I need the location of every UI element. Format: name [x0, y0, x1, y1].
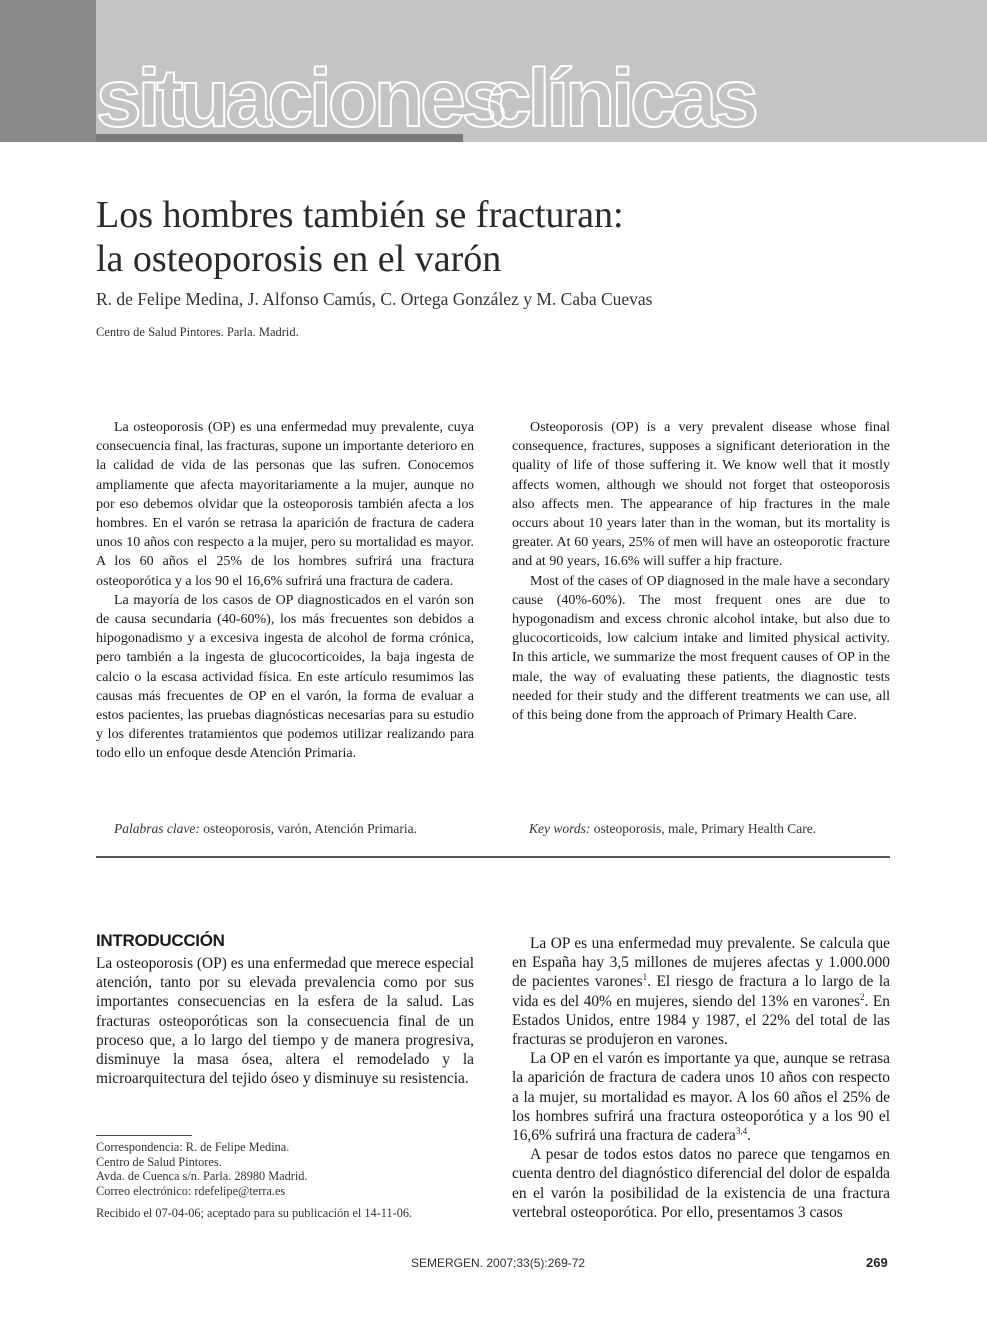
- section-divider: [96, 856, 890, 858]
- abstract-es-paragraph-2: La mayoría de los casos de OP diagnosticados en el varón son de causa secundaria (40-60%), los más frecuentes son debidos a hipogonadismo y a excesiva ingesta de alcohol de forma crónica, pero también a la ingesta de glucocorticoides, la baja ingesta de calcio o la escasa actividad física. En este artículo resumimos las causas más frecuentes de OP en el varón, la forma de evaluar a estos pacientes, las pruebas diagnósticas necesarias para su estudio y los diferentes tratamientos que podemos utilizar realizando para todo ello un enfoque desde Atención Primaria.: [96, 592, 474, 762]
- correspondence-email: Correo electrónico: rdefelipe@terra.es: [96, 1183, 286, 1198]
- section-heading-introduccion: INTRODUCCIÓN: [96, 931, 225, 950]
- citation-1: 1: [642, 972, 648, 983]
- article-title: [96, 193, 896, 281]
- keywords-es-values: osteoporosis, varón, Atención Primaria.: [203, 821, 417, 836]
- abstract-spanish: [96, 418, 474, 764]
- keywords-spanish: [114, 821, 417, 837]
- intro-paragraph-1: La osteoporosis (OP) es una enfermedad que merece especial atención, tanto por su elevada prevalencia como por sus importantes consecuencias en la esfera de la salud. Las fracturas osteoporóticas son la consecuencia final de un proceso que, a lo largo del tiempo y de manera progresiva, disminuye la masa ósea, altera el remodelado y la microarquitectura del tejido óseo y disminuye su resistencia.: [96, 955, 474, 1088]
- intro-paragraph-2: La OP es una enfermedad muy prevalente. Se calcula que en España hay 3,5 millones de mujeres afectas y 1.000.000 de pacientes varones$^1$. El riesgo de fractura a lo largo de la vida es del 40% en mujeres, siendo del 13% en varones$^2$. En Estados Unidos, entre 1984 y 1987, el 22% del total de las fracturas se produjeron en varones.: [512, 935, 891, 1049]
- received-dates: Recibido el 07-04-06; aceptado para su publicación el 14-11-06.: [96, 1206, 413, 1220]
- keywords-es-label: Palabras clave:: [114, 821, 200, 836]
- keywords-en-label: Key words:: [529, 821, 591, 836]
- correspondence-line-2: Centro de Salud Pintores.: [96, 1154, 222, 1169]
- correspondence-line-3: Avda. de Cuenca s/n. Parla. 28980 Madrid.: [96, 1169, 308, 1184]
- footnote-rule: [96, 1135, 192, 1136]
- journal-citation: SEMERGEN. 2007;33(5):269-72: [411, 1256, 586, 1270]
- abstract-english: [512, 418, 890, 725]
- correspondence-footnote: [96, 1140, 308, 1198]
- section-label-word-2: clínicas: [486, 53, 755, 144]
- intro-left-column: [96, 954, 474, 1088]
- intro-paragraph-4: A pesar de todos estos datos no parece que tengamos en cuenta dentro del diagnóstico diferencial del dolor de espalda en el varón la posibilidad de la existencia de una fractura vertebral osteoporótica. Por ello, presentamos 3 casos: [512, 1146, 890, 1221]
- title-line-1: Los hombres también se fracturan:: [96, 194, 624, 236]
- keywords-en-values: osteoporosis, male, Primary Health Care.: [593, 821, 817, 836]
- intro-paragraph-3: La OP en el varón es importante ya que, aunque se retrasa la aparición de fractura de cadera unos 10 años con respecto a la mujer, su mortalidad es mayor. A los 60 años el 25% de los hombres sufrirá una fractura osteoporótica y a los 90 el 16,6% sufrirá una fractura de cadera$^{3,4}$.: [512, 1050, 890, 1145]
- intro-right-column: [512, 934, 890, 1222]
- citation-2: 2: [860, 991, 865, 1002]
- abstract-en-paragraph-1: Osteoporosis (OP) is a very prevalent disease whose final consequence, fractures, supposes a significant deterioration in the quality of life of those suffering it. We know well that it mostly affects women, although we should not forget that osteoporosis also affects men. The appearance of hip fractures in the male occurs about 10 years later than in the woman, but its mortality is greater. At 60 years, 25% of men will have an osteoporotic fracture and at 90 years, 16.6% will suffer a hip fracture.: [512, 420, 890, 570]
- title-line-2: la osteoporosis en el varón: [96, 238, 502, 280]
- citation-3-4: 3,4: [735, 1125, 748, 1136]
- section-label-word-1: situaciones: [96, 53, 504, 144]
- header-side-block: [0, 0, 96, 142]
- abstract-en-paragraph-2: Most of the cases of OP diagnosed in the male have a secondary cause (40%-60%). The most frequent ones are due to hypogonadism and excess chronic alcohol intake, but also due to glucocorticoids, low calcium intake and limited physical activity. In this article, we summarize the most frequent causes of OP in the male, the way of evaluating these patients, the diagnostic tests needed for their study and the different treatments we can use, all of this being done from the approach of Primary Health Care.: [512, 573, 890, 724]
- authors: R. de Felipe Medina, J. Alfonso Camús, C. Ortega González y M. Caba Cuevas: [96, 289, 653, 309]
- correspondence-line-1: Correspondencia: R. de Felipe Medina.: [96, 1140, 290, 1154]
- abstract-es-paragraph-1: La osteoporosis (OP) es una enfermedad muy prevalente, cuya consecuencia final, las fracturas, supone un importante deterioro en la calidad de vida de las personas que las sufren. Conocemos ampliamente que afecta mayoritariamente a la mujer, aunque no por eso debemos olvidar que la osteoporosis también afecta a los hombres. En el varón se retrasa la aparición de fractura de cadera unos 10 años con respecto a la mujer, pero su mortalidad es mayor. A los 60 años el 25% de los hombres sufrirá una fractura osteoporótica y a los 90 el 16,6% sufrirá una fractura de cadera.: [96, 420, 474, 589]
- page-number: 269: [866, 1255, 888, 1270]
- affiliation: Centro de Salud Pintores. Parla. Madrid.: [96, 325, 299, 339]
- keywords-english: [529, 821, 816, 837]
